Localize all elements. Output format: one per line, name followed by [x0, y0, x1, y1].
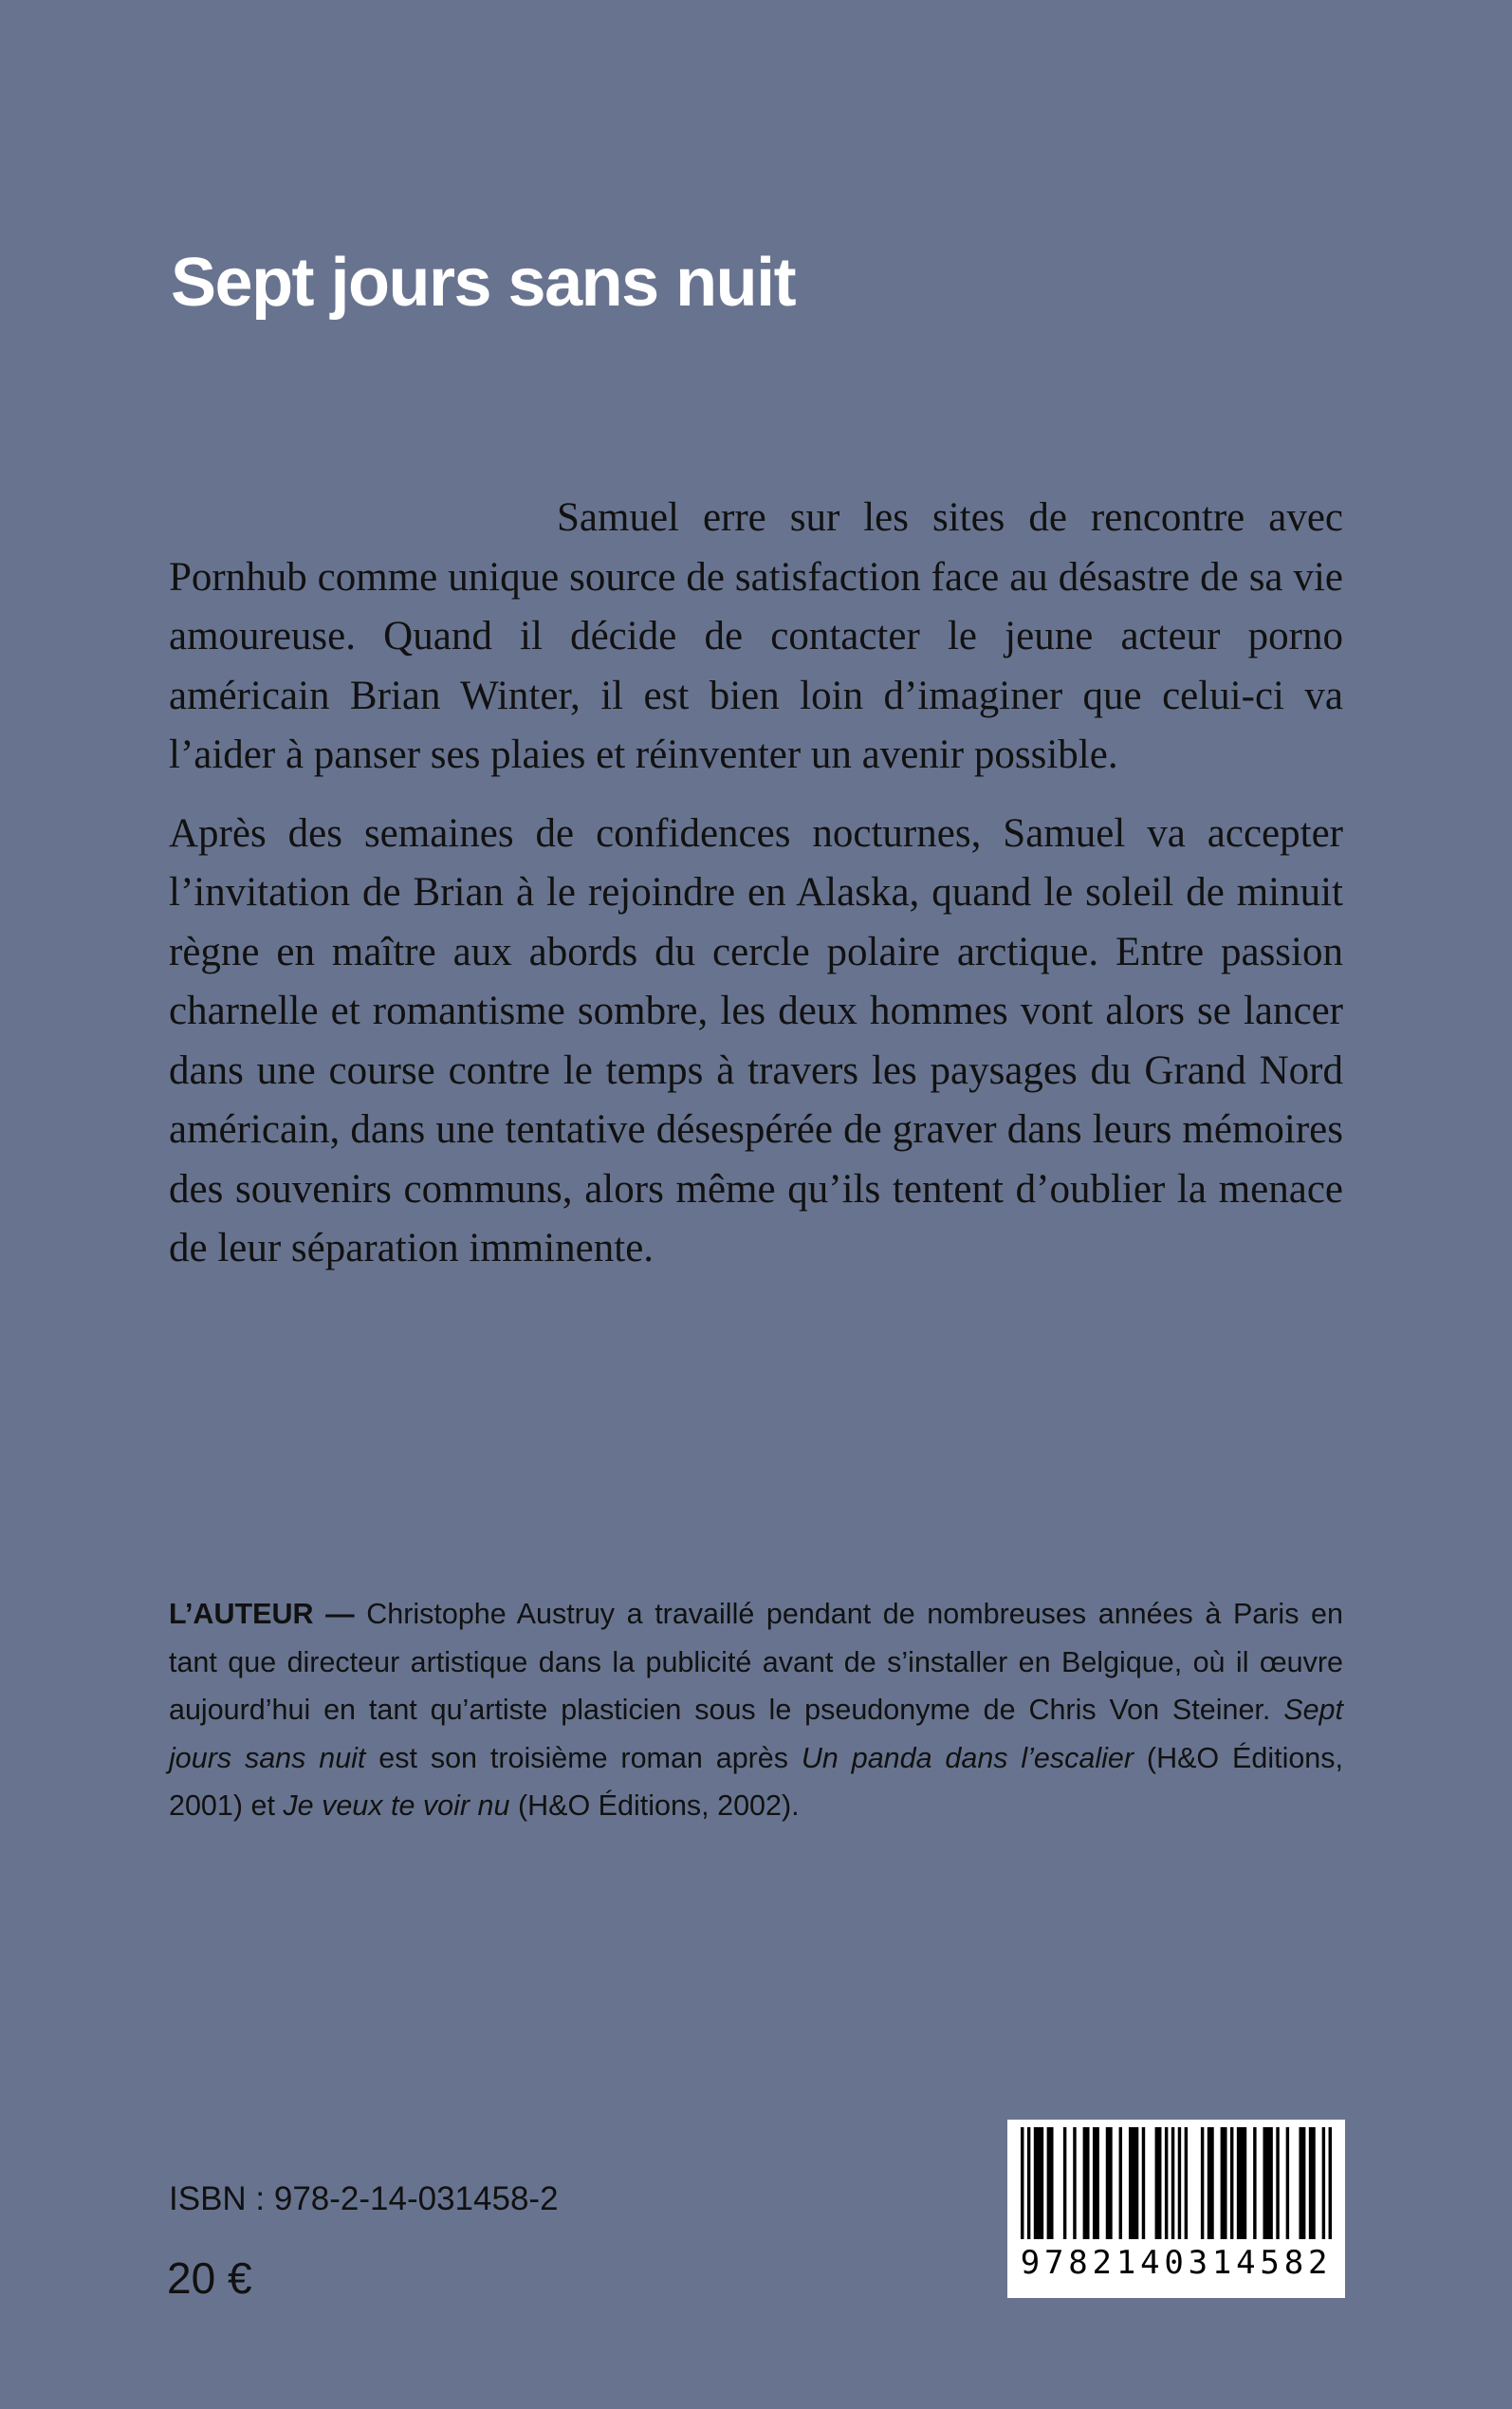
- isbn: ISBN : 978-2-14-031458-2: [169, 2180, 559, 2217]
- author-publisher-1: (H&O Éditions, 2001) et: [169, 1741, 1343, 1822]
- author-label: L’AUTEUR —: [169, 1598, 355, 1630]
- synopsis: [169, 489, 1343, 1279]
- author-bio: [169, 1590, 1343, 1830]
- synopsis-paragraph-2: Après des semaines de confidences nocturnes, Samuel va accepter l’invitation de Brian à le rejoindre en Alaska, quand le soleil de minuit règne en maître aux abords du cercle polaire arctique. Entre passion charnelle et romantisme sombre, les deux hommes vont alors se lancer dans une course contre le temps à travers les paysages du Grand Nord américain, dans une tentative désespérée de graver dans leurs mémoires des souvenirs communs, alors même qu’ils tentent d’oublier la menace de leur séparation imminente.: [169, 810, 1343, 1270]
- author-bio-text-1: Christophe Austruy a travaillé pendant de nombreuses années à Paris en tant que directeur artistique dans la publicité avant de s’installer en Belgique, où il œuvre aujourd’hui en tant qu’artiste plasticien sous le pseudonyme de Chris Von Steiner.: [169, 1598, 1343, 1726]
- author-book-title: Sept jours sans nuit: [169, 1694, 1343, 1774]
- author-previous-book-2: Je veux te voir nu: [283, 1789, 510, 1822]
- price: 20 €: [167, 2253, 252, 2303]
- author-previous-book-1: Un panda dans l’escalier: [801, 1741, 1134, 1774]
- barcode-digits: 9782140314582: [1017, 2239, 1336, 2287]
- synopsis-paragraph-1: Samuel erre sur les sites de rencontre avec Pornhub comme unique source de satisfaction face au désastre de sa vie amoureuse. Quand il décide de contacter le jeune acteur porno américain Brian Winter, il est bien loin d’imaginer que celui-ci va l’aider à panser ses plaies et réinventer un avenir possible.: [169, 495, 1343, 777]
- barcode: [1007, 2120, 1345, 2298]
- book-title: Sept jours sans nuit: [171, 245, 796, 321]
- author-bio-text-2: est son troisième roman après: [378, 1741, 789, 1774]
- author-publisher-2: (H&O Éditions, 2002).: [517, 1789, 800, 1822]
